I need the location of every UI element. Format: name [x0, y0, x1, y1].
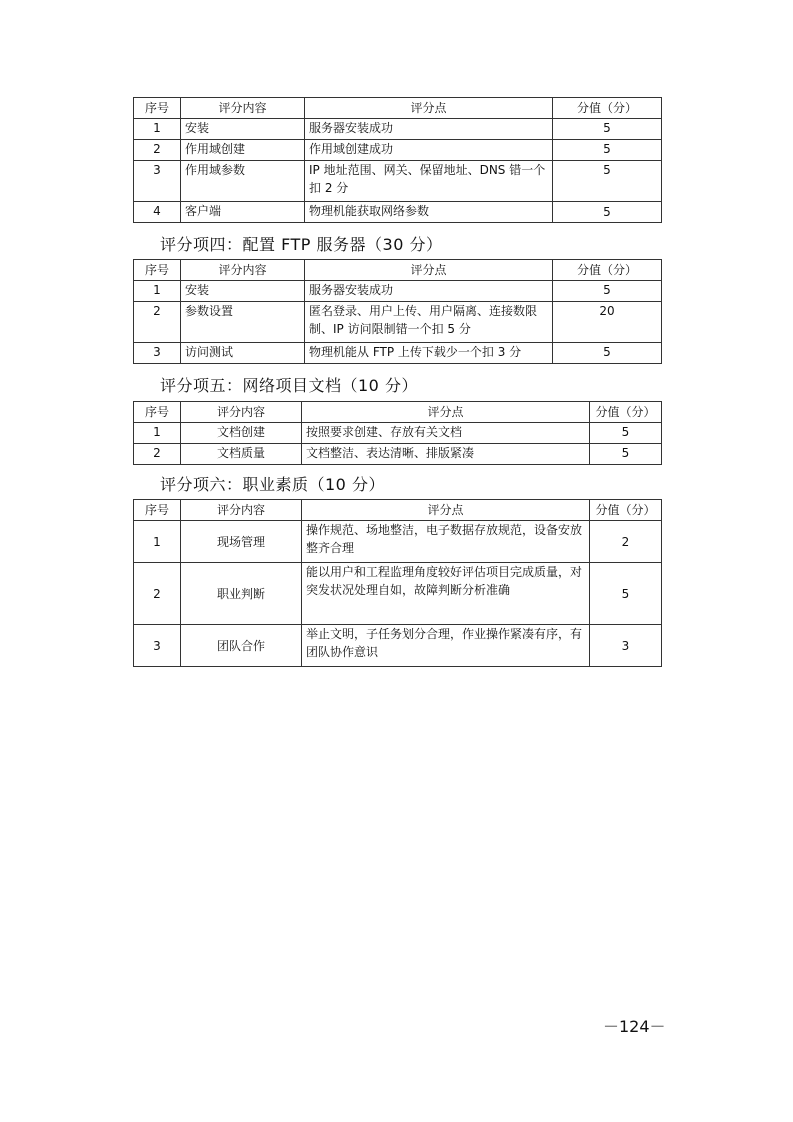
cell-point: 服务器安装成功	[305, 119, 553, 140]
cell-point: 物理机能从 FTP 上传下载少一个扣 3 分	[305, 343, 553, 364]
cell-content: 团队合作	[181, 625, 302, 667]
section-title-professional: 评分项六：职业素质（10 分）	[160, 475, 385, 494]
cell-score: 5	[590, 444, 662, 465]
page-number: －124－	[603, 1017, 666, 1036]
cell-seq: 2	[134, 444, 181, 465]
cell-content: 文档质量	[181, 444, 302, 465]
table-row	[134, 161, 662, 202]
cell-content: 职业判断	[181, 563, 302, 625]
cell-score: 5	[553, 343, 662, 364]
cell-seq: 2	[134, 140, 181, 161]
cell-seq: 2	[134, 302, 181, 343]
cell-content: 客户端	[181, 202, 305, 223]
table-row	[134, 343, 662, 364]
section-title-ftp: 评分项四：配置 FTP 服务器（30 分）	[160, 235, 443, 254]
cell-content: 作用域创建	[181, 140, 305, 161]
table-row	[134, 563, 662, 625]
cell-content: 文档创建	[181, 423, 302, 444]
cell-score: 2	[590, 521, 662, 563]
header-content: 评分内容	[181, 260, 305, 281]
cell-seq: 3	[134, 161, 181, 202]
cell-score: 3	[590, 625, 662, 667]
cell-point: 作用域创建成功	[305, 140, 553, 161]
section-title-docs: 评分项五：网络项目文档（10 分）	[160, 376, 418, 395]
table-row	[134, 202, 662, 223]
table-row	[134, 625, 662, 667]
header-seq: 序号	[134, 402, 181, 423]
cell-seq: 1	[134, 521, 181, 563]
cell-score: 5	[590, 423, 662, 444]
header-seq: 序号	[134, 98, 181, 119]
cell-seq: 2	[134, 563, 181, 625]
table-row	[134, 281, 662, 302]
cell-seq: 1	[134, 281, 181, 302]
table-header-row	[134, 500, 662, 521]
cell-content: 访问测试	[181, 343, 305, 364]
cell-score: 5	[590, 563, 662, 625]
header-content: 评分内容	[181, 98, 305, 119]
cell-point: 按照要求创建、存放有关文档	[302, 423, 590, 444]
header-point: 评分点	[302, 402, 590, 423]
cell-content: 现场管理	[181, 521, 302, 563]
table-docs-scoring	[133, 401, 662, 465]
cell-score: 5	[553, 202, 662, 223]
cell-content: 作用域参数	[181, 161, 305, 202]
table-header-row	[134, 402, 662, 423]
header-point: 评分点	[305, 260, 553, 281]
header-score: 分值（分）	[553, 98, 662, 119]
header-seq: 序号	[134, 500, 181, 521]
table-row	[134, 119, 662, 140]
table-dhcp-scoring	[133, 97, 662, 223]
cell-score: 5	[553, 119, 662, 140]
cell-seq: 3	[134, 343, 181, 364]
cell-point: IP 地址范围、网关、保留地址、DNS 错一个扣 2 分	[305, 161, 553, 202]
cell-seq: 4	[134, 202, 181, 223]
cell-score: 20	[553, 302, 662, 343]
header-content: 评分内容	[181, 500, 302, 521]
table-row	[134, 423, 662, 444]
table-header-row	[134, 260, 662, 281]
header-score: 分值（分）	[590, 402, 662, 423]
table-row	[134, 302, 662, 343]
cell-score: 5	[553, 161, 662, 202]
header-point: 评分点	[302, 500, 590, 521]
cell-point: 文档整洁、表达清晰、排版紧凑	[302, 444, 590, 465]
header-score: 分值（分）	[590, 500, 662, 521]
cell-point: 物理机能获取网络参数	[305, 202, 553, 223]
header-content: 评分内容	[181, 402, 302, 423]
header-seq: 序号	[134, 260, 181, 281]
cell-point: 操作规范、场地整洁，电子数据存放规范，设备安放整齐合理	[302, 521, 590, 563]
cell-score: 5	[553, 281, 662, 302]
cell-seq: 1	[134, 119, 181, 140]
header-point: 评分点	[305, 98, 553, 119]
cell-seq: 3	[134, 625, 181, 667]
cell-point: 匿名登录、用户上传、用户隔离、连接数限制、IP 访问限制错一个扣 5 分	[305, 302, 553, 343]
cell-seq: 1	[134, 423, 181, 444]
table-ftp-scoring	[133, 259, 662, 364]
cell-point: 能以用户和工程监理角度较好评估项目完成质量，对突发状况处理自如，故障判断分析准确	[302, 563, 590, 625]
table-header-row	[134, 98, 662, 119]
table-row	[134, 521, 662, 563]
cell-point: 举止文明，子任务划分合理，作业操作紧凑有序，有团队协作意识	[302, 625, 590, 667]
table-professional-scoring	[133, 499, 662, 667]
header-score: 分值（分）	[553, 260, 662, 281]
cell-point: 服务器安装成功	[305, 281, 553, 302]
cell-score: 5	[553, 140, 662, 161]
cell-content: 参数设置	[181, 302, 305, 343]
cell-content: 安装	[181, 281, 305, 302]
table-row	[134, 444, 662, 465]
table-row	[134, 140, 662, 161]
cell-content: 安装	[181, 119, 305, 140]
